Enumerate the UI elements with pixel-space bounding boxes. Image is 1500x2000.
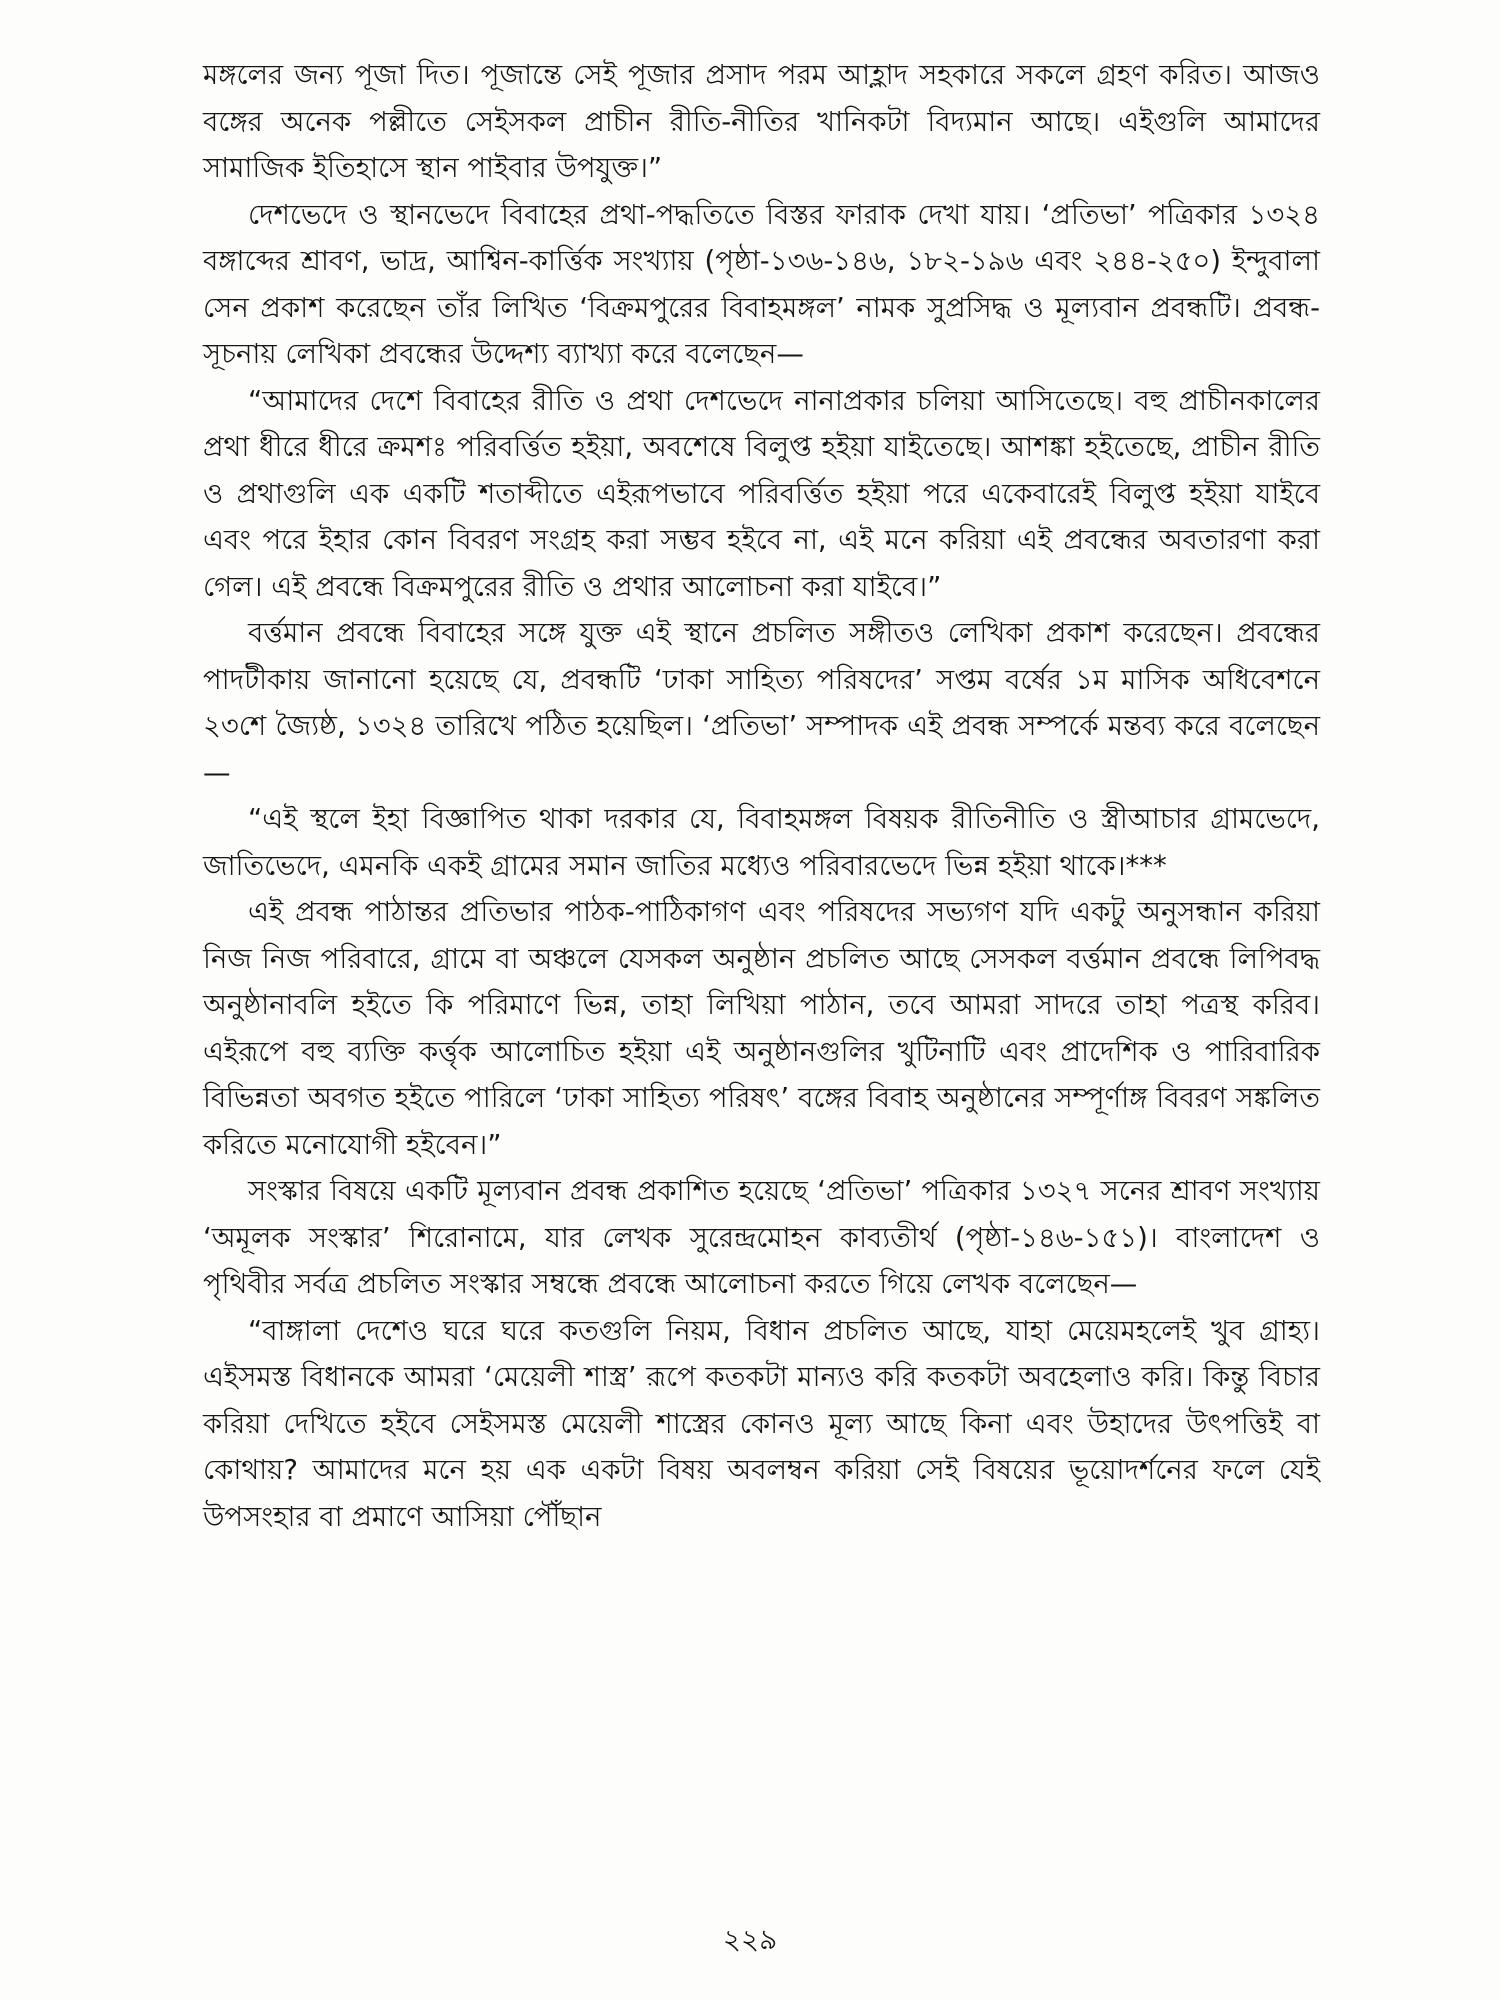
paragraph-superstition-article: সংস্কার বিষয়ে একটি মূল্যবান প্রবন্ধ প্রকাশিত হয়েছে ‘প্রতিভা’ পত্রিকার ১৩২৭ সনের শ্রাবণ সংখ্যায় ‘অমূলক সংস্কার’ শিরোনামে, যার লেখক সুরেন্দ্রমোহন কাব্যতীর্থ (পৃষ্ঠা-১৪৬-১৫১)। বাংলাদেশ ও পৃথিবীর সর্বত্র প্রচলিত সংস্কার সম্বন্ধে প্রবন্ধে আলোচনা করতে গিয়ে লেখক বলেছেন— <box>203 1175 1320 1300</box>
paragraph-quote-marriage-rites: “আমাদের দেশে বিবাহের রীতি ও প্রথা দেশভেদে নানাপ্রকার চলিয়া আসিতেছে। বহু প্রাচীনকালের প্রথা ধীরে ধীরে ক্রমশঃ পরিবর্ত্তিত হইয়া, অবশেষে বিলুপ্ত হইয়া যাইতেছে। আশঙ্কা হইতেছে, প্রাচীন রীতি ও প্রথাগুলি এক একটি শতাব্দীতে এইরূপভাবে পরিবর্ত্তিত হইয়া পরে একেবারেই বিলুপ্ত হইয়া যাইবে এবং পরে ইহার কোন বিবরণ সংগ্রহ করা সম্ভব হইবে না, এই মনে করিয়া এই প্রবন্ধের অবতারণা করা গেল। এই প্রবন্ধে বিক্রমপুরের রীতি ও প্রথার আলোচনা করা যাইবে।” <box>203 384 1320 603</box>
body-text <box>203 52 1320 1540</box>
paragraph-songs-footnote: বর্ত্তমান প্রবন্ধে বিবাহের সঙ্গে যুক্ত এই স্থানে প্রচলিত সঙ্গীতও লেখিকা প্রকাশ করেছেন। প্রবন্ধের পাদটীকায় জানানো হয়েছে যে, প্রবন্ধটি ‘ঢাকা সাহিত্য পরিষদের’ সপ্তম বর্ষের ১ম মাসিক অধিবেশনে ২৩শে জ্যৈষ্ঠ, ১৩২৪ তারিখে পঠিত হয়েছিল। ‘প্রতিভা’ সম্পাদক এই প্রবন্ধ সম্পর্কে মন্তব্য করে বলেছেন— <box>203 617 1320 789</box>
paragraph-marriage-customs-intro: দেশভেদে ও স্থানভেদে বিবাহের প্রথা-পদ্ধতিতে বিস্তর ফারাক দেখা যায়। ‘প্রতিভা’ পত্রিকার ১৩২৪ বঙ্গাব্দের শ্রাবণ, ভাদ্র, আশ্বিন-কার্ত্তিক সংখ্যায় (পৃষ্ঠা-১৩৬-১৪৬, ১৮২-১৯৬ এবং ২৪৪-২৫০) ইন্দুবালা সেন প্রকাশ করেছেন তাঁর লিখিত ‘বিক্রমপুরের বিবাহমঙ্গল’ নামক সুপ্রসিদ্ধ ও মূল্যবান প্রবন্ধটি। প্রবন্ধ-সূচনায় লেখিকা প্রবন্ধের উদ্দেশ্য ব্যাখ্যা করে বলেছেন— <box>203 198 1320 370</box>
paragraph-quote-womens-shastra: “বাঙ্গালা দেশেও ঘরে ঘরে কতগুলি নিয়ম, বিধান প্রচলিত আছে, যাহা মেয়েমহলেই খুব গ্রাহ্য। এইসমস্ত বিধানকে আমরা ‘মেয়েলী শাস্ত্র’ রূপে কতকটা মান্যও করি কতকটা অবহেলাও করি। কিন্তু বিচার করিয়া দেখিতে হইবে সেইসমস্ত মেয়েলী শাস্ত্রের কোনও মূল্য আছে কিনা এবং উহাদের উৎপত্তিই বা কোথায়? আমাদের মনে হয় এক একটা বিষয় অবলম্বন করিয়া সেই বিষয়ের ভূয়োদর্শনের ফলে যেই উপসংহার বা প্রমাণে আসিয়া পৌঁছান <box>203 1314 1320 1533</box>
paragraph-continued-quote: মঙ্গলের জন্য পূজা দিত। পূজান্তে সেই পূজার প্রসাদ পরম আহ্লাদ সহকারে সকলে গ্রহণ করিত। আজও বঙ্গের অনেক পল্লীতে সেইসকল প্রাচীন রীতি-নীতির খানিকটা বিদ্যমান আছে। এইগুলি আমাদের সামাজিক ইতিহাসে স্থান পাইবার উপযুক্ত।” <box>203 59 1320 184</box>
page-number: ২২৯ <box>722 1923 778 1956</box>
paragraph-quote-editor-note: “এই স্থলে ইহা বিজ্ঞাপিত থাকা দরকার যে, বিবাহমঙ্গল বিষয়ক রীতিনীতি ও স্ত্রীআচার গ্রামভেদে, জাতিভেদে, এমনকি একই গ্রামের সমান জাতির মধ্যেও পরিবারভেদে ভিন্ন হইয়া থাকে।*** <box>203 803 1320 882</box>
paragraph-quote-readers-request: এই প্রবন্ধ পাঠান্তর প্রতিভার পাঠক-পাঠিকাগণ এবং পরিষদের সভ্যগণ যদি একটু অনুসন্ধান করিয়া নিজ নিজ পরিবারে, গ্রামে বা অঞ্চলে যেসকল অনুষ্ঠান প্রচলিত আছে সেসকল বর্ত্তমান প্রবন্ধে লিপিবদ্ধ অনুষ্ঠানাবলি হইতে কি পরিমাণে ভিন্ন, তাহা লিখিয়া পাঠান, তবে আমরা সাদরে তাহা পত্রস্থ করিব। এইরূপে বহু ব্যক্তি কর্ত্তৃক আলোচিত হইয়া এই অনুষ্ঠানগুলির খুটিনাটি এবং প্রাদেশিক ও পারিবারিক বিভিন্নতা অবগত হইতে পারিলে ‘ঢাকা সাহিত্য পরিষৎ’ বঙ্গের বিবাহ অনুষ্ঠানের সম্পূর্ণাঙ্গ বিবরণ সঙ্কলিত করিতে মনোযোগী হইবেন।” <box>203 896 1320 1161</box>
